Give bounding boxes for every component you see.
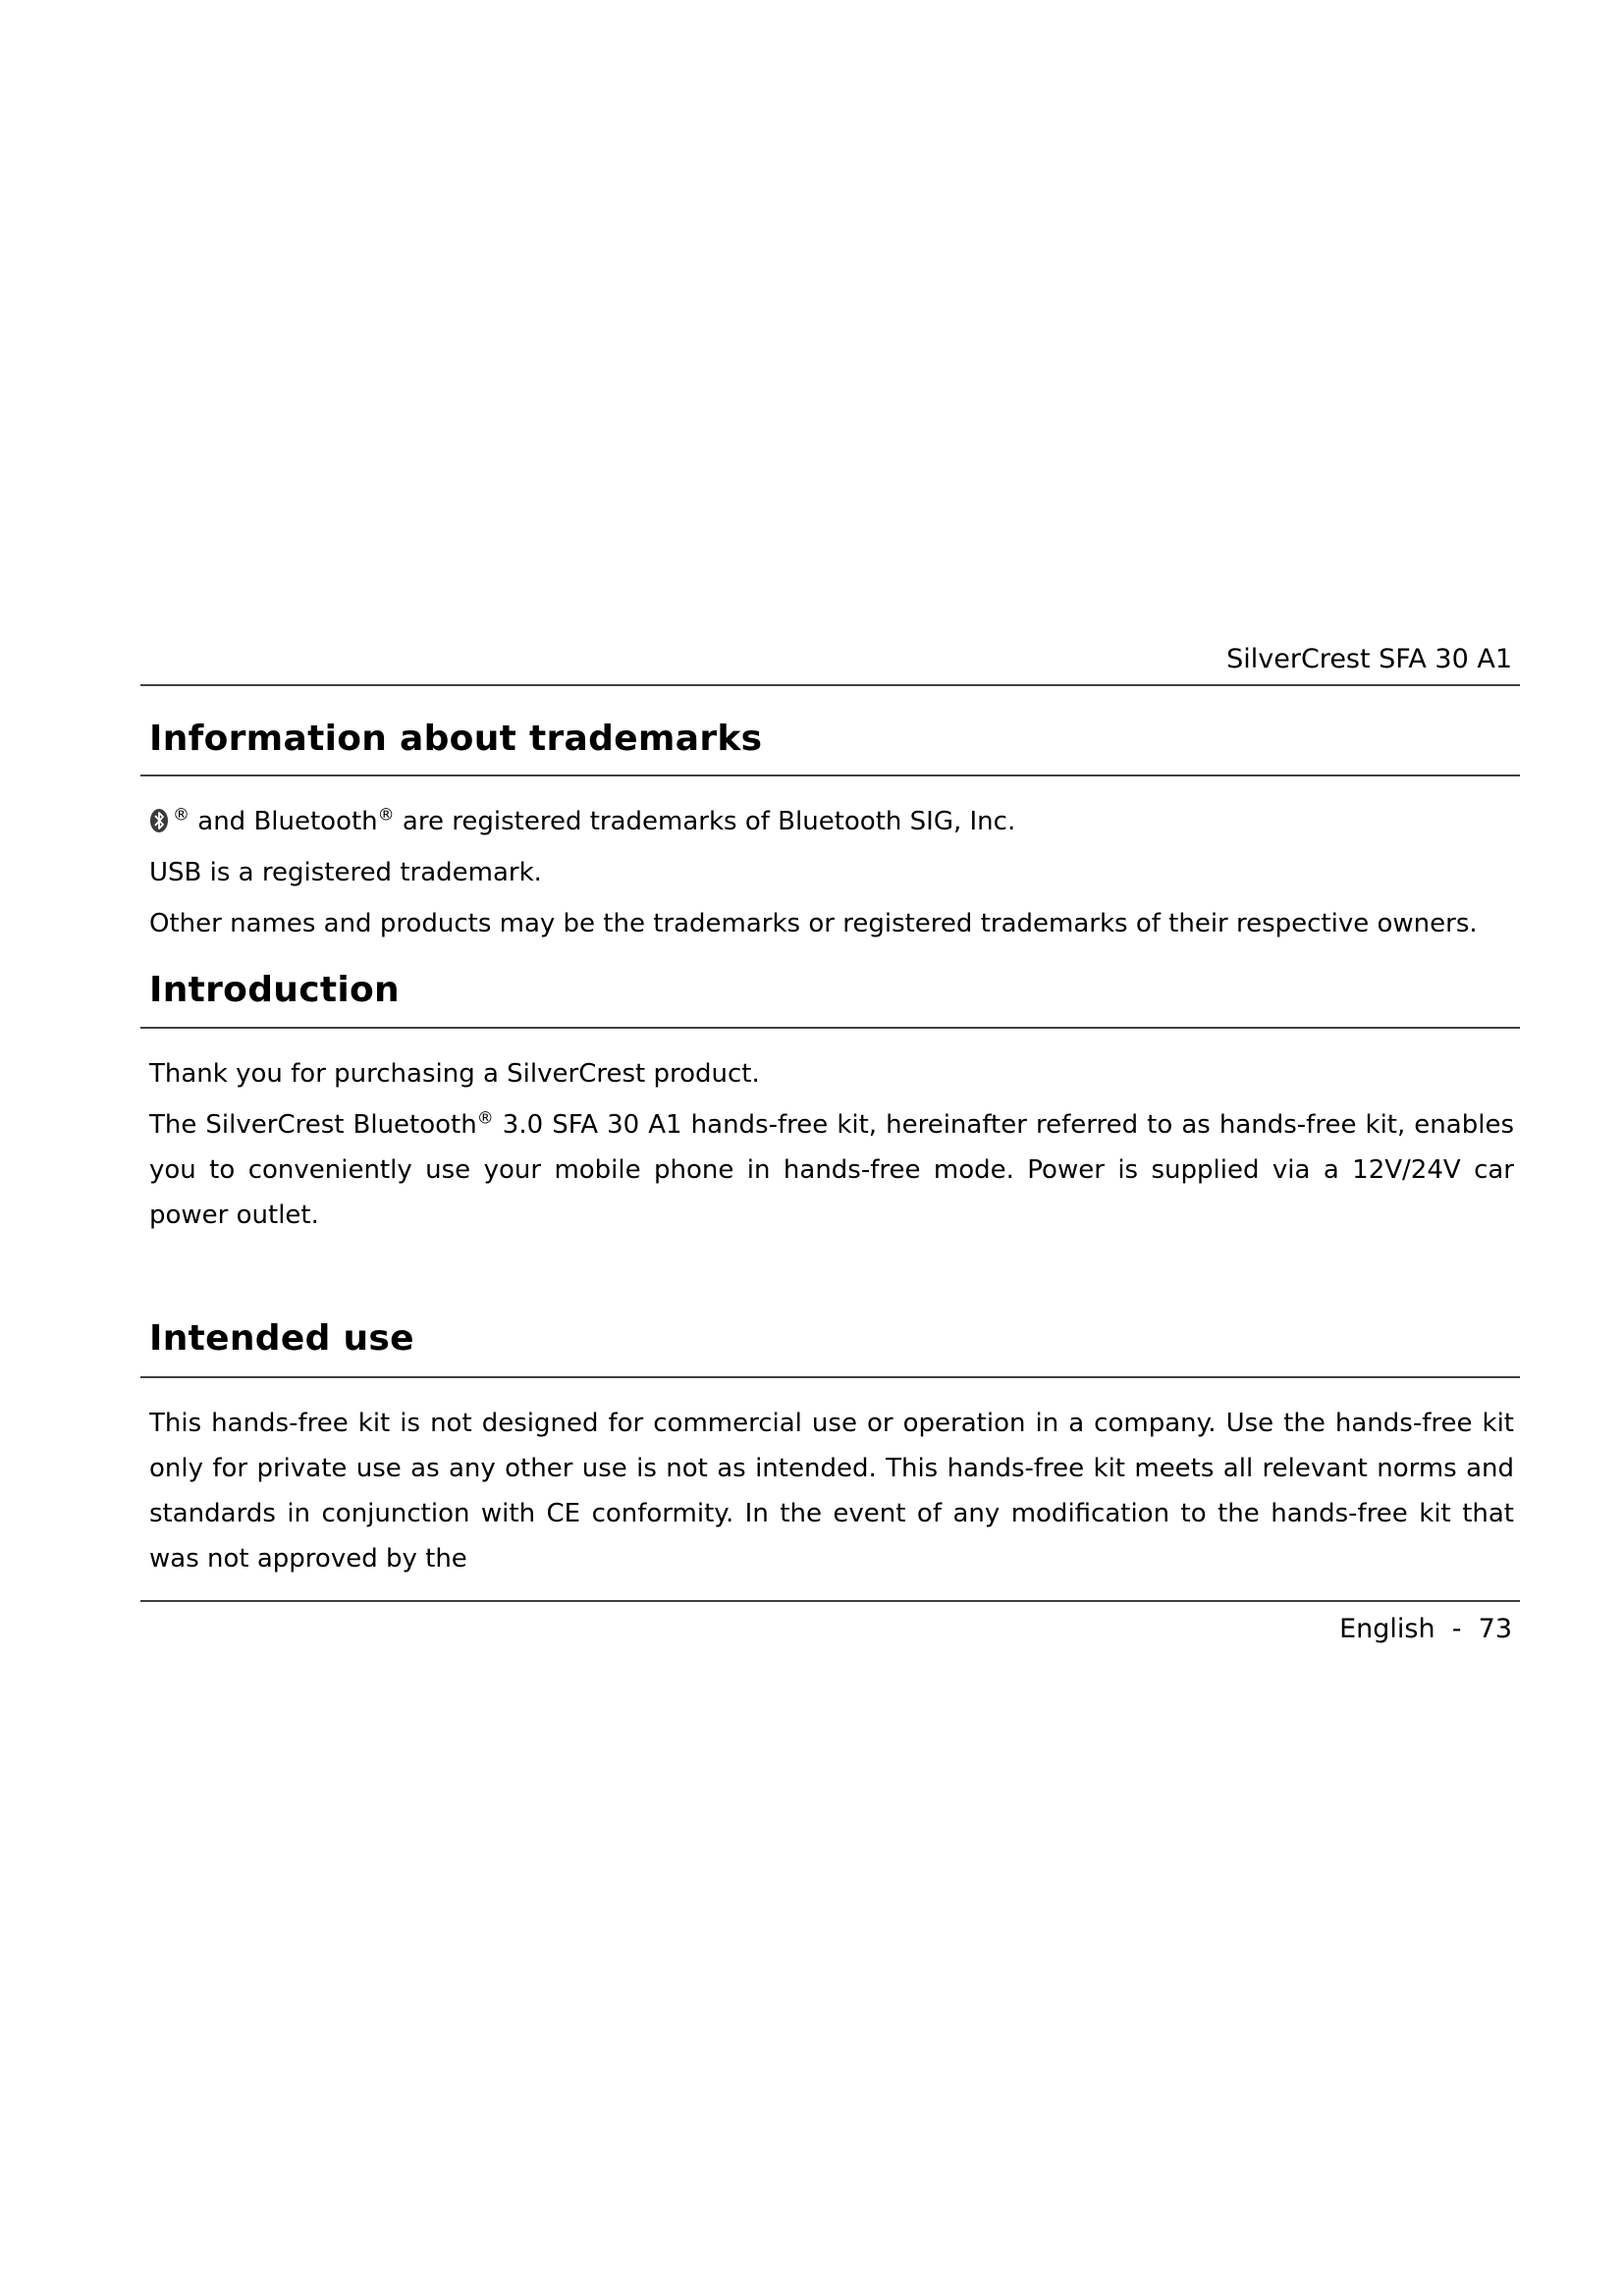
introduction-para-2-rest: 3.0 SFA 30 A1 hands-free kit, hereinafter referred to as hands-free kit, enables you to conveniently use your mobile phone in hands-free mode. Power is supplied via a 12V/24V car power outlet. — [149, 1110, 1514, 1230]
trademarks-line-2: USB is a registered trademark. — [149, 858, 542, 887]
trademarks-heading-block — [140, 716, 1520, 776]
intended-use-heading-block — [140, 1315, 1520, 1378]
intended-use-heading: Intended use — [149, 1318, 414, 1359]
introduction-heading: Introduction — [149, 970, 400, 1010]
logo-registered-mark: ® — [173, 805, 189, 826]
running-title: SilverCrest SFA 30 A1 — [1226, 644, 1512, 674]
page-number-label: English - 73 — [1339, 1614, 1512, 1644]
introduction-heading-block — [140, 967, 1520, 1029]
trademarks-line-1 — [149, 799, 1514, 844]
introduction-registered-mark: ® — [476, 1108, 494, 1129]
trademarks-heading: Information about trademarks — [149, 719, 763, 759]
running-header — [140, 642, 1520, 686]
introduction-para-2-start: The SilverCrest Bluetooth — [149, 1110, 477, 1140]
introduction-para-1: Thank you for purchasing a SilverCrest product. — [149, 1059, 760, 1089]
intended-use-para-1: This hands-free kit is not designed for commercial use or operation in a company. Use the hands-free kit only for private use as any other use is not as intended. This hands-free kit meets all relevant norms and standards in conjunction with CE conformity. In the event of any modification to the hands-free kit that was not approved by the — [149, 1409, 1514, 1574]
trademarks-line-1-rest: are registered trademarks of Bluetooth SIG, Inc. — [394, 807, 1016, 836]
running-footer — [140, 1600, 1520, 1651]
trademarks-line-3: Other names and products may be the trademarks or registered trademarks of their respective owners. — [149, 909, 1478, 938]
bluetooth-logo-icon — [149, 808, 171, 833]
trademarks-line-1-text: and Bluetooth — [189, 807, 378, 836]
bluetooth-registered-mark: ® — [377, 805, 395, 826]
introduction-para-2 — [149, 1102, 1514, 1238]
